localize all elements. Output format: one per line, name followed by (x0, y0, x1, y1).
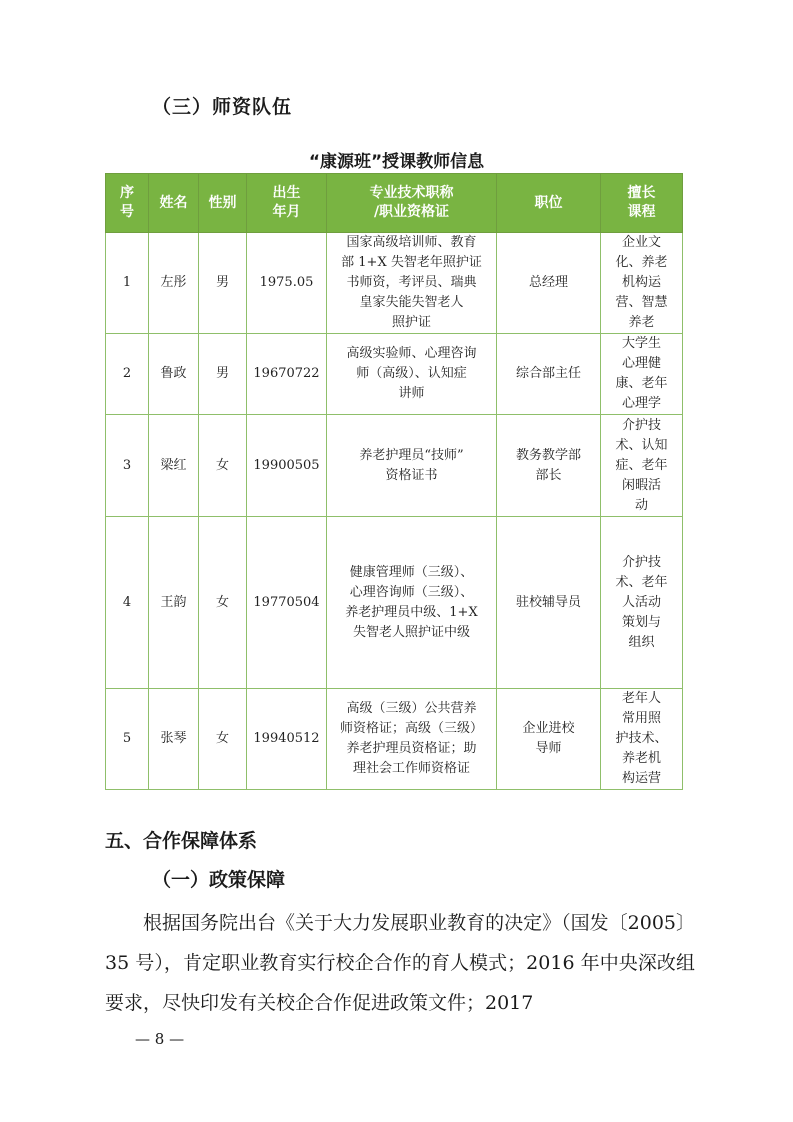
cell-birth: 19770504 (247, 517, 327, 689)
sub-heading-policy: （一）政策保障 (152, 869, 286, 891)
cell-birth: 1975.05 (247, 233, 327, 334)
header-name: 姓名 (149, 174, 199, 233)
cell-birth: 19940512 (247, 689, 327, 790)
cell-name: 王韵 (149, 517, 199, 689)
cell-position: 综合部主任 (497, 334, 601, 415)
cell-gender: 女 (199, 689, 247, 790)
cell-index: 1 (106, 233, 149, 334)
cell-position: 企业进校 导师 (497, 689, 601, 790)
cell-courses: 介护技 术、老年 人活动 策划与 组织 (601, 517, 683, 689)
cell-position: 驻校辅导员 (497, 517, 601, 689)
cell-courses: 大学生 心理健 康、老年 心理学 (601, 334, 683, 415)
cell-position: 总经理 (497, 233, 601, 334)
cell-certificate: 高级（三级）公共营养 师资格证；高级（三级） 养老护理员资格证；助 理社会工作师资格证 (327, 689, 497, 790)
cell-index: 3 (106, 415, 149, 517)
sub-heading-teachers: （三）师资队伍 (152, 96, 293, 118)
header-position: 职位 (497, 174, 601, 233)
header-index: 序 号 (106, 174, 149, 233)
header-gender: 性别 (199, 174, 247, 233)
cell-name: 张琴 (149, 689, 199, 790)
cell-courses: 老年人 常用照 护技术、 养老机 构运营 (601, 689, 683, 790)
table-header-row (106, 174, 683, 233)
table-row (106, 233, 683, 334)
table-row (106, 415, 683, 517)
cell-index: 5 (106, 689, 149, 790)
cell-certificate: 养老护理员“技师” 资格证书 (327, 415, 497, 517)
cell-gender: 男 (199, 334, 247, 415)
cell-birth: 19900505 (247, 415, 327, 517)
section-heading-cooperation: 五、合作保障体系 (105, 830, 258, 852)
page-number: — 8 — (135, 1030, 185, 1048)
table-row (106, 689, 683, 790)
table-row (106, 334, 683, 415)
cell-index: 4 (106, 517, 149, 689)
cell-gender: 女 (199, 415, 247, 517)
cell-courses: 企业文 化、养老 机构运 营、智慧 养老 (601, 233, 683, 334)
teacher-info-table (105, 173, 683, 790)
cell-birth: 19670722 (247, 334, 327, 415)
cell-name: 鲁政 (149, 334, 199, 415)
header-courses: 擅长 课程 (601, 174, 683, 233)
cell-position: 教务教学部 部长 (497, 415, 601, 517)
cell-gender: 男 (199, 233, 247, 334)
header-birth: 出生 年月 (247, 174, 327, 233)
cell-name: 左彤 (149, 233, 199, 334)
cell-courses: 介护技 术、认知 症、老年 闲暇活 动 (601, 415, 683, 517)
body-paragraph: 根据国务院出台《关于大力发展职业教育的决定》（国发〔2005〕35 号），肯定职业教育实行校企合作的育人模式；2016 年中央深改组要求，尽快印发有关校企合作促进政策文件；2017 (105, 912, 695, 1014)
cell-certificate: 健康管理师（三级）、 心理咨询师（三级）、 养老护理员中级、1+X 失智老人照护证中级 (327, 517, 497, 689)
table-title: “康源班”授课教师信息 (308, 152, 485, 172)
cell-certificate: 国家高级培训师、教育 部 1+X 失智老年照护证 书师资，考评员、瑞典 皇家失能失智老人 照护证 (327, 233, 497, 334)
cell-certificate: 高级实验师、心理咨询 师（高级）、认知症 讲师 (327, 334, 497, 415)
header-title-certificate: 专业技术职称 /职业资格证 (327, 174, 497, 233)
cell-gender: 女 (199, 517, 247, 689)
table-row (106, 517, 683, 689)
cell-name: 梁红 (149, 415, 199, 517)
cell-index: 2 (106, 334, 149, 415)
